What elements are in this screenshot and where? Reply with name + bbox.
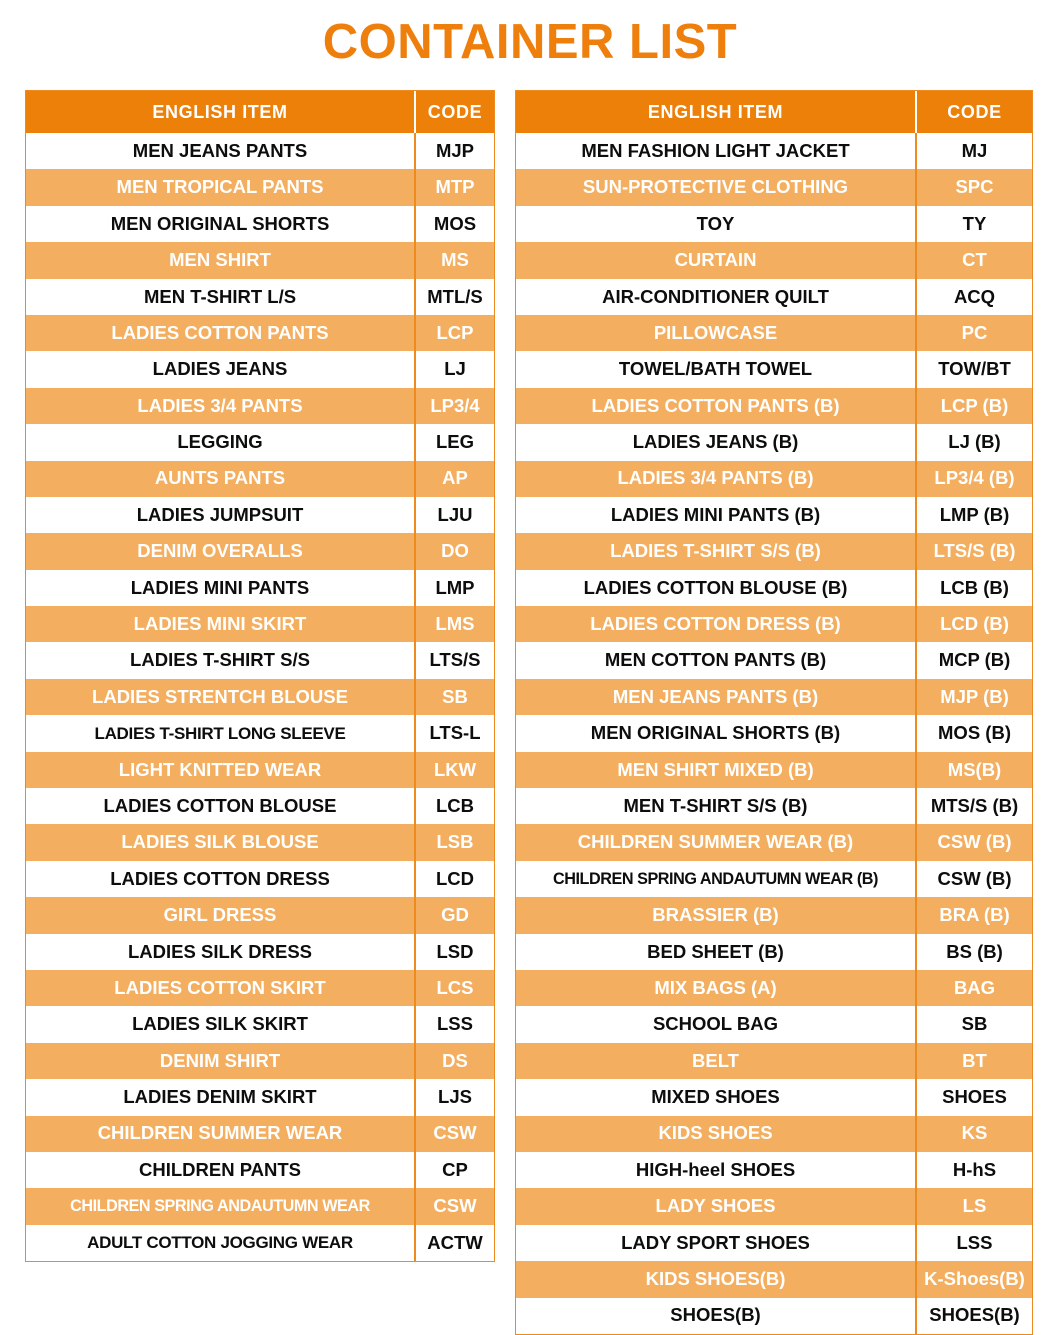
table-row[interactable] (516, 861, 1032, 897)
cell-english-item: LADIES DENIM SKIRT (123, 1086, 317, 1108)
cell-english-item: LADIES COTTON DRESS (110, 867, 330, 889)
cell-english-item: GIRL DRESS (163, 904, 277, 926)
table-row[interactable] (516, 424, 1032, 460)
cell-english-item: CURTAIN (674, 249, 757, 271)
table-row[interactable] (26, 679, 494, 715)
cell-code: MCP (B) (915, 642, 1032, 678)
cell-english-item: MEN JEANS PANTS (132, 139, 308, 161)
cell-english-item: LADIES COTTON PANTS (111, 321, 329, 343)
table-row[interactable] (26, 1079, 494, 1115)
cell-english-item: MIXED SHOES (651, 1086, 780, 1108)
cell-code: LJS (414, 1079, 494, 1115)
cell-code: LMS (414, 606, 494, 642)
cell-english-item: LADIES COTTON PANTS (B) (591, 394, 840, 416)
cell-code: TOW/BT (915, 351, 1032, 387)
cell-code: LSB (414, 824, 494, 860)
cell-code: SHOES (915, 1079, 1032, 1115)
cell-code: LJU (414, 497, 494, 533)
cell-code: CSW (B) (915, 824, 1032, 860)
cell-code: LCS (414, 970, 494, 1006)
table-row[interactable] (26, 970, 494, 1006)
cell-english-item: CHILDREN SPRING ANDAUTUMN WEAR (70, 1197, 370, 1216)
cell-code: LCB (414, 788, 494, 824)
table-row[interactable] (26, 1188, 494, 1224)
cell-code: LEG (414, 424, 494, 460)
cell-english-item: LADIES COTTON SKIRT (114, 976, 326, 998)
cell-english-item: LADIES SILK SKIRT (132, 1013, 308, 1035)
cell-code: LCB (B) (915, 570, 1032, 606)
cell-code: CT (915, 242, 1032, 278)
cell-english-item: TOY (696, 212, 735, 234)
cell-english-item: MEN SHIRT MIXED (B) (617, 758, 814, 780)
table-row[interactable] (26, 824, 494, 860)
cell-english-item: LADIES T-SHIRT S/S (B) (610, 540, 821, 562)
cell-code: MOS (414, 206, 494, 242)
table-row[interactable] (26, 606, 494, 642)
table-row[interactable] (26, 497, 494, 533)
cell-code: LCP (414, 315, 494, 351)
cell-english-item: LADY SHOES (655, 1195, 776, 1217)
table-row[interactable] (26, 1006, 494, 1042)
table-row[interactable] (516, 642, 1032, 678)
table-row[interactable] (516, 1043, 1032, 1079)
table-row[interactable] (26, 388, 494, 424)
table-row[interactable] (516, 1152, 1032, 1188)
cell-english-item: LADIES COTTON BLOUSE (B) (583, 576, 848, 598)
cell-english-item: SUN-PROTECTIVE CLOTHING (582, 176, 849, 198)
cell-english-item: SCHOOL BAG (652, 1013, 779, 1035)
table-row[interactable] (516, 679, 1032, 715)
table-row[interactable] (516, 788, 1032, 824)
table-row[interactable] (516, 570, 1032, 606)
table-row[interactable] (516, 533, 1032, 569)
column-header-code: CODE (915, 91, 1032, 133)
table-row[interactable] (516, 715, 1032, 751)
cell-code: LMP (414, 570, 494, 606)
table-row[interactable] (516, 206, 1032, 242)
cell-code: SHOES(B) (915, 1298, 1032, 1334)
cell-english-item: MEN T-SHIRT S/S (B) (623, 794, 808, 816)
table-row[interactable] (26, 206, 494, 242)
cell-code: H-hS (915, 1152, 1032, 1188)
cell-code: LMP (B) (915, 497, 1032, 533)
cell-english-item: DENIM OVERALLS (137, 540, 303, 562)
table-row[interactable] (516, 1261, 1032, 1297)
table-row[interactable] (516, 1225, 1032, 1261)
cell-code: BAG (915, 970, 1032, 1006)
cell-code: LSD (414, 934, 494, 970)
table-row[interactable] (516, 752, 1032, 788)
table-row[interactable] (26, 351, 494, 387)
cell-english-item: CHILDREN SUMMER WEAR (97, 1122, 343, 1144)
cell-english-item: LADIES MINI PANTS (130, 576, 310, 598)
table-row[interactable] (516, 934, 1032, 970)
table-row[interactable] (26, 279, 494, 315)
cell-english-item: LADY SPORT SHOES (621, 1231, 810, 1253)
container-list-table-left (25, 90, 495, 1262)
cell-code: CSW (414, 1116, 494, 1152)
table-row[interactable] (516, 133, 1032, 169)
table-row[interactable] (516, 351, 1032, 387)
cell-code: LJ (B) (915, 424, 1032, 460)
cell-english-item: MEN T-SHIRT L/S (143, 285, 297, 307)
cell-code: CSW (B) (915, 861, 1032, 897)
table-header-row (26, 91, 494, 133)
cell-english-item: BED SHEET (B) (647, 940, 784, 962)
column-header-english-item: ENGLISH ITEM (647, 102, 784, 122)
cell-english-item: AIR-CONDITIONER QUILT (602, 285, 829, 307)
cell-code: LTS/S (414, 642, 494, 678)
cell-code: LCD (414, 861, 494, 897)
table-row[interactable] (516, 497, 1032, 533)
cell-english-item: AUNTS PANTS (154, 467, 286, 489)
table-row[interactable] (516, 1116, 1032, 1152)
cell-english-item: LIGHT KNITTED WEAR (118, 758, 322, 780)
cell-english-item: LADIES SILK DRESS (128, 940, 312, 962)
table-row[interactable] (26, 169, 494, 205)
cell-english-item: HIGH-heel SHOES (635, 1158, 796, 1180)
cell-code: K-Shoes(B) (915, 1261, 1032, 1297)
cell-english-item: MEN JEANS PANTS (B) (612, 685, 819, 707)
table-row[interactable] (516, 1298, 1032, 1334)
cell-code: LSS (414, 1006, 494, 1042)
table-row[interactable] (516, 606, 1032, 642)
table-row[interactable] (26, 533, 494, 569)
table-row[interactable] (516, 1079, 1032, 1115)
table-row[interactable] (26, 424, 494, 460)
cell-english-item: LADIES MINI PANTS (B) (610, 503, 821, 525)
cell-english-item: TOWEL/BATH TOWEL (618, 358, 813, 380)
cell-code: SPC (915, 169, 1032, 205)
cell-code: LCP (B) (915, 388, 1032, 424)
cell-code: LSS (915, 1225, 1032, 1261)
table-row[interactable] (26, 461, 494, 497)
table-row[interactable] (26, 715, 494, 751)
table-row[interactable] (516, 970, 1032, 1006)
table-row[interactable] (516, 388, 1032, 424)
cell-code: LP3/4 (414, 388, 494, 424)
table-row[interactable] (516, 315, 1032, 351)
cell-code: MS(B) (915, 752, 1032, 788)
table-row[interactable] (26, 570, 494, 606)
cell-code: ACTW (414, 1225, 494, 1261)
table-row[interactable] (26, 897, 494, 933)
cell-english-item: BELT (692, 1049, 739, 1071)
table-header-row (516, 91, 1032, 133)
cell-code: CP (414, 1152, 494, 1188)
table-row[interactable] (26, 1152, 494, 1188)
cell-english-item: LADIES JUMPSUIT (136, 503, 304, 525)
cell-code: BT (915, 1043, 1032, 1079)
cell-code: CSW (414, 1188, 494, 1224)
cell-code: MTL/S (414, 279, 494, 315)
table-row[interactable] (516, 897, 1032, 933)
cell-code: AP (414, 461, 494, 497)
cell-english-item: PILLOWCASE (653, 321, 778, 343)
cell-english-item: CHILDREN SPRING ANDAUTUMN WEAR (B) (553, 869, 878, 888)
table-row[interactable] (516, 169, 1032, 205)
cell-english-item: KIDS SHOES (658, 1122, 773, 1144)
cell-english-item: MEN TROPICAL PANTS (116, 176, 324, 198)
table-row[interactable] (26, 133, 494, 169)
column-header-english-item: ENGLISH ITEM (152, 102, 288, 122)
table-row[interactable] (516, 1188, 1032, 1224)
table-row[interactable] (26, 1043, 494, 1079)
cell-code: ACQ (915, 279, 1032, 315)
cell-code: MJ (915, 133, 1032, 169)
cell-english-item: LADIES 3/4 PANTS (B) (617, 467, 814, 489)
cell-code: LJ (414, 351, 494, 387)
page-title: CONTAINER LIST (322, 15, 738, 69)
table-row[interactable] (516, 824, 1032, 860)
cell-english-item: LADIES 3/4 PANTS (137, 394, 303, 416)
cell-english-item: LADIES JEANS (152, 358, 288, 380)
container-list-table-right (515, 90, 1033, 1335)
cell-code: MJP (414, 133, 494, 169)
cell-english-item: MEN FASHION LIGHT JACKET (581, 139, 850, 161)
cell-code: MS (414, 242, 494, 278)
cell-code: MJP (B) (915, 679, 1032, 715)
cell-english-item: LADIES MINI SKIRT (133, 613, 307, 635)
table-row[interactable] (516, 279, 1032, 315)
cell-english-item: LADIES T-SHIRT S/S (130, 649, 310, 671)
cell-code: MTP (414, 169, 494, 205)
cell-english-item: MEN SHIRT (169, 249, 271, 271)
table-row[interactable] (516, 461, 1032, 497)
table-row[interactable] (26, 242, 494, 278)
table-row[interactable] (516, 1006, 1032, 1042)
table-row[interactable] (26, 1116, 494, 1152)
cell-code: LKW (414, 752, 494, 788)
cell-english-item: LADIES COTTON DRESS (B) (590, 613, 841, 635)
table-row[interactable] (26, 788, 494, 824)
cell-english-item: MEN COTTON PANTS (B) (604, 649, 827, 671)
cell-code: BRA (B) (915, 897, 1032, 933)
cell-english-item: DENIM SHIRT (159, 1049, 281, 1071)
cell-english-item: LADIES JEANS (B) (632, 431, 799, 453)
cell-english-item: BRASSIER (B) (652, 904, 779, 926)
cell-code: LP3/4 (B) (915, 461, 1032, 497)
cell-english-item: MEN ORIGINAL SHORTS (B) (590, 722, 841, 744)
cell-code: MOS (B) (915, 715, 1032, 751)
cell-english-item: MEN ORIGINAL SHORTS (110, 212, 330, 234)
table-row[interactable] (516, 242, 1032, 278)
cell-code: PC (915, 315, 1032, 351)
cell-code: SB (414, 679, 494, 715)
cell-code: DO (414, 533, 494, 569)
table-row[interactable] (26, 752, 494, 788)
cell-english-item: LADIES STRENTCH BLOUSE (92, 685, 348, 707)
table-row[interactable] (26, 642, 494, 678)
cell-code: KS (915, 1116, 1032, 1152)
table-row[interactable] (26, 1225, 494, 1261)
column-header-code: CODE (414, 91, 494, 133)
cell-english-item: LADIES SILK BLOUSE (121, 831, 319, 853)
cell-code: TY (915, 206, 1032, 242)
cell-code: MTS/S (B) (915, 788, 1032, 824)
cell-english-item: MIX BAGS (A) (654, 976, 777, 998)
cell-code: GD (414, 897, 494, 933)
cell-code: LTS-L (414, 715, 494, 751)
cell-english-item: ADULT COTTON JOGGING WEAR (87, 1233, 353, 1253)
cell-code: LCD (B) (915, 606, 1032, 642)
cell-english-item: CHILDREN SUMMER WEAR (B) (577, 831, 854, 853)
cell-english-item: LADIES T-SHIRT LONG SLEEVE (94, 723, 346, 743)
cell-english-item: CHILDREN PANTS (138, 1158, 302, 1180)
cell-code: LS (915, 1188, 1032, 1224)
table-row[interactable] (26, 861, 494, 897)
cell-english-item: KIDS SHOES(B) (645, 1268, 786, 1290)
cell-english-item: LEGGING (177, 431, 263, 453)
cell-english-item: LADIES COTTON BLOUSE (103, 794, 337, 816)
table-row[interactable] (26, 315, 494, 351)
cell-code: BS (B) (915, 934, 1032, 970)
cell-code: LTS/S (B) (915, 533, 1032, 569)
cell-code: DS (414, 1043, 494, 1079)
cell-code: SB (915, 1006, 1032, 1042)
cell-english-item: SHOES(B) (670, 1304, 761, 1326)
table-row[interactable] (26, 934, 494, 970)
